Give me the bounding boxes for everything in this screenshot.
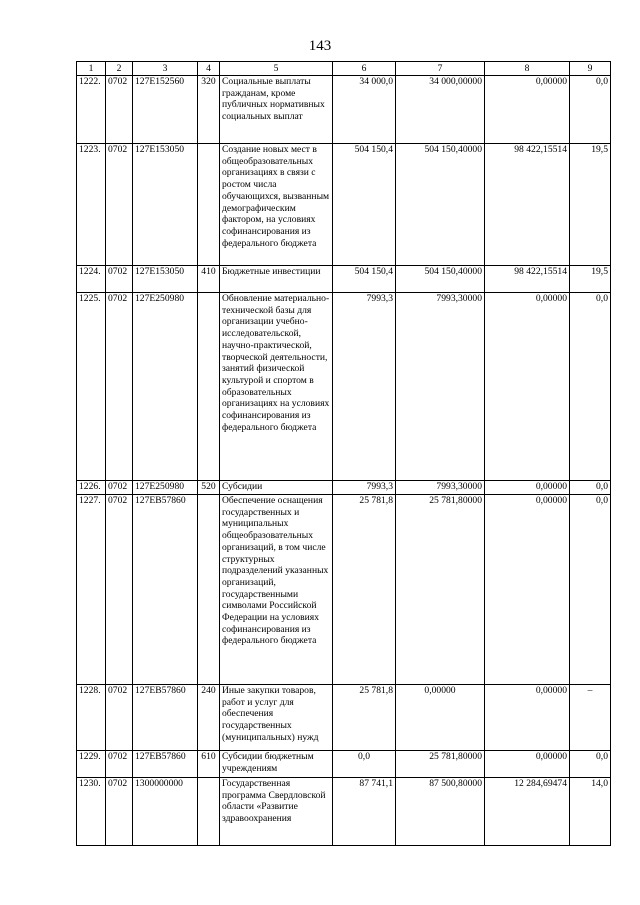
section-code: 0702 [106,495,133,685]
row-number: 1222. [77,76,106,144]
table-row [77,76,611,144]
column-header: 5 [220,62,333,76]
column-header: 3 [133,62,198,76]
section-code: 0702 [106,293,133,481]
value-col9: 19,5 [570,266,611,293]
item-name: Иные закупки товаров, работ и услуг для обеспечения государственных (муниципальных) нужд [220,685,333,751]
value-col6: 7993,3 [333,481,396,495]
target-code: 127Е250980 [133,293,198,481]
row-number: 1228. [77,685,106,751]
target-code: 127Е250980 [133,481,198,495]
target-code: 127Е152560 [133,76,198,144]
value-col7: 34 000,00000 [396,76,485,144]
expense-type [198,293,220,481]
expense-type: 610 [198,751,220,778]
table-row [77,751,611,778]
expense-type [198,495,220,685]
section-code: 0702 [106,685,133,751]
value-col9: 0,0 [570,76,611,144]
column-header: 8 [485,62,570,76]
value-col7: 504 150,40000 [396,266,485,293]
item-name: Социальные выплаты гражданам, кроме публичных нормативных социальных выплат [220,76,333,144]
row-number: 1227. [77,495,106,685]
row-number: 1226. [77,481,106,495]
value-col9: 0,0 [570,293,611,481]
section-code: 0702 [106,144,133,266]
column-header: 2 [106,62,133,76]
target-code: 127Е153050 [133,266,198,293]
value-col6: 25 781,8 [333,495,396,685]
value-col8: 0,00000 [485,481,570,495]
item-name: Государственная программа Свердловской области «Развитие здравоохранения [220,778,333,846]
table-row [77,144,611,266]
expense-type [198,144,220,266]
value-col7: 7993,30000 [396,481,485,495]
section-code: 0702 [106,266,133,293]
item-name: Создание новых мест в общеобразовательных организациях в связи с ростом числа обучающихся, вызванным демографическим фактором, на условиях софинансирования из федерального бюджета [220,144,333,266]
target-code: 127ЕВ57860 [133,685,198,751]
section-code: 0702 [106,481,133,495]
column-header: 6 [333,62,396,76]
section-code: 0702 [106,751,133,778]
value-col6: 25 781,8 [333,685,396,751]
expense-type: 240 [198,685,220,751]
value-col8: 0,00000 [485,293,570,481]
table-row [77,266,611,293]
target-code: 1300000000 [133,778,198,846]
value-col7: 7993,30000 [396,293,485,481]
value-col8: 0,00000 [485,495,570,685]
value-col7: 504 150,40000 [396,144,485,266]
value-col8: 0,00000 [485,751,570,778]
value-col7: 0,00000 [396,685,485,751]
table-row [77,481,611,495]
expense-type: 410 [198,266,220,293]
value-col6: 34 000,0 [333,76,396,144]
value-col6: 504 150,4 [333,144,396,266]
value-col9: 19,5 [570,144,611,266]
value-col8: 0,00000 [485,76,570,144]
column-header: 1 [77,62,106,76]
value-col8: 98 422,15514 [485,144,570,266]
row-number: 1225. [77,293,106,481]
value-col9: 14,0 [570,778,611,846]
table-row [77,685,611,751]
item-name: Обеспечение оснащения государственных и муниципальных общеобразовательных организаций, в том числе структурных подразделений указанных организаций, государственными символами Российской Федерации на условиях софинансирования из федерального бюджета [220,495,333,685]
section-code: 0702 [106,76,133,144]
row-number: 1224. [77,266,106,293]
item-name: Субсидии [220,481,333,495]
value-col6: 7993,3 [333,293,396,481]
expense-type [198,778,220,846]
column-header: 9 [570,62,611,76]
target-code: 127ЕВ57860 [133,495,198,685]
value-col6: 87 741,1 [333,778,396,846]
column-header: 7 [396,62,485,76]
value-col9: 0,0 [570,481,611,495]
row-number: 1229. [77,751,106,778]
value-col8: 98 422,15514 [485,266,570,293]
value-col9: – [570,685,611,751]
page-number: 143 [308,38,332,54]
value-col6: 0,0 [333,751,396,778]
expense-type: 320 [198,76,220,144]
value-col8: 12 284,69474 [485,778,570,846]
target-code: 127ЕВ57860 [133,751,198,778]
value-col9: 0,0 [570,751,611,778]
value-col7: 87 500,80000 [396,778,485,846]
table-header-row [77,62,611,76]
item-name: Обновление материально-технической базы для организации учебно-исследовательской, научно-практической, творческой деятельности, занятий физической культурой и спортом в образовательных организациях на условиях софинансирования из федерального бюджета [220,293,333,481]
item-name: Бюджетные инвестиции [220,266,333,293]
expense-type: 520 [198,481,220,495]
table-row [77,293,611,481]
table-row [77,778,611,846]
value-col7: 25 781,80000 [396,751,485,778]
value-col9: 0,0 [570,495,611,685]
budget-table [76,61,611,846]
table-row [77,495,611,685]
target-code: 127Е153050 [133,144,198,266]
row-number: 1223. [77,144,106,266]
value-col7: 25 781,80000 [396,495,485,685]
value-col6: 504 150,4 [333,266,396,293]
column-header: 4 [198,62,220,76]
item-name: Субсидии бюджетным учреждениям [220,751,333,778]
section-code: 0702 [106,778,133,846]
value-col8: 0,00000 [485,685,570,751]
row-number: 1230. [77,778,106,846]
